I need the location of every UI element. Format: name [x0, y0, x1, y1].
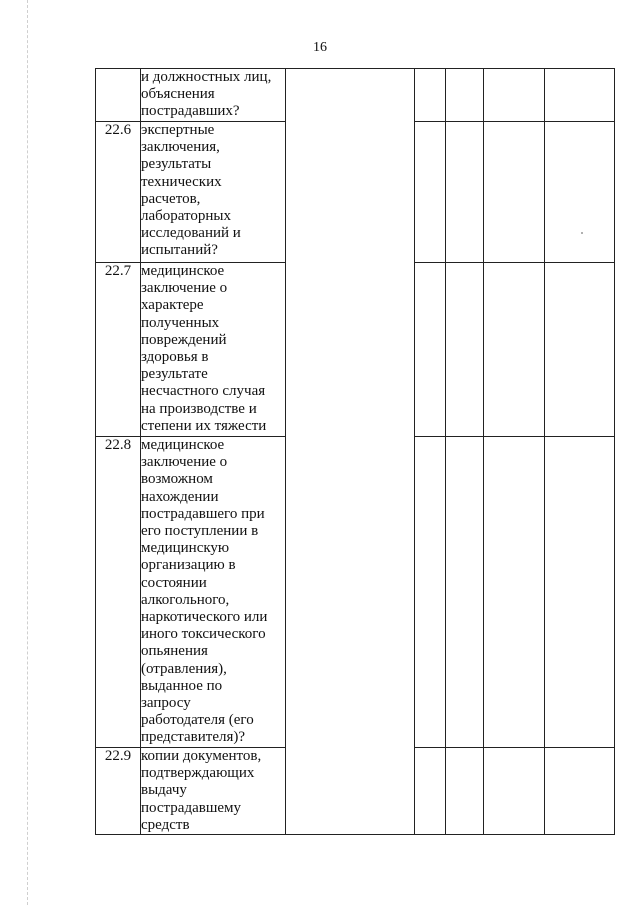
answer-no-cell: [446, 122, 484, 263]
question-line: копии документов,: [141, 748, 262, 764]
question-line: представителя)?: [141, 729, 246, 746]
question-line: несчастного случая: [141, 383, 266, 400]
question-line: выданное по: [141, 677, 223, 694]
question-line: состоянии: [141, 574, 207, 591]
question-line: характере: [141, 297, 204, 314]
question-text: [141, 748, 286, 835]
note-cell: [545, 69, 615, 122]
question-line: степени их тяжести: [141, 417, 267, 434]
question-line: пострадавшего при: [141, 505, 265, 522]
question-line: работодателя (его: [141, 712, 254, 729]
question-line: запросу: [141, 695, 191, 712]
checklist-table: [95, 68, 615, 835]
scan-edge: [27, 0, 28, 905]
question-line: заключение о: [141, 454, 228, 471]
question-line: наркотического или: [141, 609, 268, 626]
table-row: [96, 69, 615, 122]
question-line: иного токсического: [141, 626, 266, 643]
note-cell: [545, 263, 615, 437]
note-cell: [545, 437, 615, 748]
question-line: лабораторных: [141, 208, 232, 225]
question-line: медицинское: [141, 437, 225, 453]
question-line: на производстве и: [141, 400, 257, 417]
row-number: 22.9: [96, 748, 141, 835]
question-line: медицинскую: [141, 540, 230, 557]
answer-no-cell: [446, 748, 484, 835]
answer-na-cell: [484, 263, 545, 437]
answer-no-cell: [446, 263, 484, 437]
requirements-cell: [286, 69, 415, 835]
answer-yes-cell: [415, 69, 446, 122]
question-line: средств: [141, 816, 190, 833]
note-cell: [545, 122, 615, 263]
answer-yes-cell: [415, 748, 446, 835]
question-line: нахождении: [141, 488, 219, 505]
question-line: здоровья в: [141, 349, 209, 366]
question-line: полученных: [141, 314, 220, 331]
question-line: заключения,: [141, 139, 220, 156]
question-line: расчетов,: [141, 190, 201, 207]
question-line: заключение о: [141, 280, 228, 297]
question-line: его поступлении в: [141, 523, 259, 540]
question-line: (отравления),: [141, 660, 227, 677]
question-line: повреждений: [141, 331, 227, 348]
question-text: [141, 437, 286, 748]
question-line: экспертные: [141, 122, 215, 138]
question-line: результаты: [141, 156, 212, 173]
question-line: пострадавшему: [141, 799, 242, 816]
question-line: организацию в: [141, 557, 236, 574]
answer-na-cell: [484, 69, 545, 122]
row-number: 22.6: [96, 122, 141, 263]
question-line: алкогольного,: [141, 591, 230, 608]
answer-na-cell: [484, 748, 545, 835]
page-number: 16: [313, 40, 327, 55]
question-line: исследований и: [141, 225, 241, 242]
scan-speck: [581, 232, 583, 234]
row-number: 22.8: [96, 437, 141, 748]
question-line: испытаний?: [141, 242, 218, 259]
question-line: технических: [141, 173, 222, 190]
question-text: [141, 263, 286, 437]
row-number: 22.7: [96, 263, 141, 437]
question-text: [141, 69, 286, 122]
question-text: [141, 122, 286, 263]
answer-yes-cell: [415, 263, 446, 437]
note-cell: [545, 748, 615, 835]
answer-na-cell: [484, 122, 545, 263]
question-line: опьянения: [141, 643, 208, 660]
row-number: [96, 69, 141, 122]
answer-yes-cell: [415, 437, 446, 748]
question-line: медицинское: [141, 263, 225, 279]
question-line: и должностных лиц,: [141, 69, 272, 85]
answer-yes-cell: [415, 122, 446, 263]
question-line: объяснения: [141, 86, 215, 103]
question-line: пострадавших?: [141, 103, 240, 120]
answer-na-cell: [484, 437, 545, 748]
question-line: подтверждающих: [141, 765, 255, 782]
question-line: выдачу: [141, 782, 187, 799]
answer-no-cell: [446, 437, 484, 748]
question-line: результате: [141, 366, 208, 383]
question-line: возможном: [141, 471, 213, 488]
answer-no-cell: [446, 69, 484, 122]
